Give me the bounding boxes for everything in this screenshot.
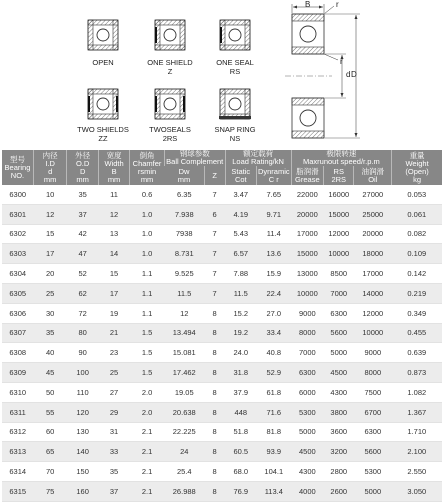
- cell-no: 6314: [2, 462, 33, 482]
- cell-z: 8: [204, 442, 225, 462]
- cell-cr: 15.9: [257, 264, 292, 284]
- cell-z: 8: [204, 402, 225, 422]
- cell-r: 1.5: [130, 363, 165, 383]
- cell-wt: 0.219: [392, 283, 442, 303]
- cell-d: 90: [67, 343, 98, 363]
- cell-z: 7: [204, 283, 225, 303]
- cell-r: 2.1: [130, 442, 165, 462]
- cell-cr: 11.4: [257, 224, 292, 244]
- cell-d: 30: [33, 303, 67, 323]
- cell-b: 33: [98, 442, 129, 462]
- cell-b: 27: [98, 382, 129, 402]
- cell-rs: 2600: [324, 481, 354, 501]
- cell-wt: 1.710: [392, 422, 442, 442]
- cell-wt: 0.053: [392, 185, 442, 204]
- header-oil: 油润滑 Oil: [354, 166, 392, 185]
- table-row: [2, 442, 442, 462]
- cell-rs: 10000: [324, 244, 354, 264]
- cell-cr: 33.4: [257, 323, 292, 343]
- cell-grease: 5000: [291, 422, 323, 442]
- cell-cr: 27.0: [257, 303, 292, 323]
- cell-r: 2.1: [130, 481, 165, 501]
- header-grease: 脂润滑 Grease: [291, 166, 323, 185]
- label-two-seals: TWOSEALS 2RS: [149, 125, 191, 143]
- cell-d: 25: [33, 283, 67, 303]
- cell-r: 1.5: [130, 323, 165, 343]
- cell-dw: 24: [164, 442, 204, 462]
- table-row: [2, 481, 442, 501]
- cell-cor: 6.57: [225, 244, 256, 264]
- header-max-speed: 极限转速 Maxrunout speed/r.p.m: [291, 150, 392, 166]
- cell-rs: 2800: [324, 462, 354, 482]
- header-dynamic: Dynramic C r: [257, 166, 290, 184]
- cell-wt: 0.061: [392, 204, 442, 224]
- table-row: [2, 343, 442, 363]
- cell-grease: 4500: [291, 442, 323, 462]
- cell-wt: 0.082: [392, 224, 442, 244]
- cell-dw: 9.525: [164, 264, 204, 284]
- cell-rs: 12000: [324, 224, 354, 244]
- cell-d: 42: [67, 224, 98, 244]
- cell-r: 1.1: [130, 264, 165, 284]
- cell-grease: 22000: [291, 185, 323, 204]
- cell-d: 100: [67, 363, 98, 383]
- cell-dw: 20.638: [164, 402, 204, 422]
- bearing-snap-ring-icon: [219, 89, 251, 119]
- cell-dw: 11.5: [164, 283, 204, 303]
- cell-cor: 37.9: [225, 382, 256, 402]
- cell-cr: 22.4: [257, 283, 292, 303]
- header-dw: Dw mm: [164, 166, 204, 185]
- cell-no: 6304: [2, 264, 33, 284]
- header-width: 宽度 Width B mm: [98, 150, 129, 185]
- spec-table-body: [2, 185, 442, 501]
- cell-cr: 104.1: [257, 462, 292, 482]
- cell-cr: 81.8: [257, 422, 292, 442]
- header-chamfer: 倒角 Chamfer rsmin mm: [130, 150, 165, 185]
- cell-wt: 0.639: [392, 343, 442, 363]
- cell-rs: 4500: [324, 363, 354, 383]
- cell-wt: 0.142: [392, 264, 442, 284]
- cell-grease: 5300: [291, 402, 323, 422]
- cell-b: 11: [98, 185, 129, 204]
- cell-rs: 4300: [324, 382, 354, 402]
- label-open: OPEN: [92, 58, 114, 67]
- table-row: [2, 224, 442, 244]
- cell-z: 7: [204, 244, 225, 264]
- cell-z: 6: [204, 204, 225, 224]
- cell-no: 6312: [2, 422, 33, 442]
- cell-z: 7: [204, 264, 225, 284]
- cell-b: 23: [98, 343, 129, 363]
- cell-d: 160: [67, 481, 98, 501]
- header-static: Static Cot: [225, 166, 256, 185]
- cell-no: 6305: [2, 283, 33, 303]
- cell-d: 65: [33, 442, 67, 462]
- cell-z: 8: [204, 323, 225, 343]
- cell-grease: 4300: [291, 462, 323, 482]
- cell-cor: 31.8: [225, 363, 256, 383]
- cell-d: 12: [33, 204, 67, 224]
- cell-rs: 5000: [324, 343, 354, 363]
- cell-d: 15: [33, 224, 67, 244]
- table-row: [2, 363, 442, 383]
- cell-dw: 22.225: [164, 422, 204, 442]
- cell-grease: 4000: [291, 481, 323, 501]
- cell-dw: 19.05: [164, 382, 204, 402]
- cell-b: 31: [98, 422, 129, 442]
- cell-no: 6302: [2, 224, 33, 244]
- header-z: Z: [204, 166, 225, 185]
- cell-d: 140: [67, 442, 98, 462]
- cell-cor: 19.2: [225, 323, 256, 343]
- cell-cor: 448: [225, 402, 256, 422]
- cell-oil: 10000: [354, 323, 392, 343]
- label-two-shields: TWO SHIELDS ZZ: [77, 125, 129, 143]
- cell-cor: 68.0: [225, 462, 256, 482]
- cell-r: 1.0: [130, 244, 165, 264]
- cell-wt: 0.873: [392, 363, 442, 383]
- cell-rs: 7000: [324, 283, 354, 303]
- cell-grease: 15000: [291, 244, 323, 264]
- cell-z: 8: [204, 303, 225, 323]
- bearing-one-shield-icon: [155, 20, 185, 50]
- cell-b: 21: [98, 323, 129, 343]
- cell-d: 47: [67, 244, 98, 264]
- cell-oil: 9000: [354, 343, 392, 363]
- cell-cor: 3.47: [225, 185, 256, 204]
- cell-cor: 7.88: [225, 264, 256, 284]
- cell-d: 10: [33, 185, 67, 204]
- bearing-two-shields-icon: [88, 89, 118, 119]
- cell-z: 8: [204, 382, 225, 402]
- dim-B-label: B: [305, 0, 311, 9]
- cell-dw: 13.494: [164, 323, 204, 343]
- cell-d: 37: [67, 204, 98, 224]
- cell-r: 1.0: [130, 224, 165, 244]
- cell-oil: 5000: [354, 481, 392, 501]
- cell-d: 40: [33, 343, 67, 363]
- cell-no: 6315: [2, 481, 33, 501]
- table-row: [2, 204, 442, 224]
- cell-wt: 3.050: [392, 481, 442, 501]
- cell-d: 17: [33, 244, 67, 264]
- cell-wt: 1.367: [392, 402, 442, 422]
- cell-rs: 3600: [324, 422, 354, 442]
- cell-cr: 7.65: [257, 185, 292, 204]
- cell-cr: 113.4: [257, 481, 292, 501]
- cell-grease: 7000: [291, 343, 323, 363]
- cell-r: 2.1: [130, 462, 165, 482]
- cell-no: 6309: [2, 363, 33, 383]
- cell-z: 8: [204, 462, 225, 482]
- table-row: [2, 382, 442, 402]
- cell-z: 8: [204, 343, 225, 363]
- header-weight: 重量 Weight (Open) kg: [392, 150, 442, 185]
- cell-wt: 2.100: [392, 442, 442, 462]
- cell-z: 8: [204, 363, 225, 383]
- table-row: [2, 323, 442, 343]
- cell-d: 72: [67, 303, 98, 323]
- bearing-two-seals-icon: [155, 89, 185, 119]
- cell-wt: 2.550: [392, 462, 442, 482]
- cell-cr: 40.8: [257, 343, 292, 363]
- cell-d: 120: [67, 402, 98, 422]
- cell-grease: 6000: [291, 382, 323, 402]
- cell-r: 0.6: [130, 185, 165, 204]
- bearing-one-seal-icon: [220, 20, 250, 50]
- cell-dw: 15.081: [164, 343, 204, 363]
- cell-r: 1.5: [130, 343, 165, 363]
- cell-cor: 76.9: [225, 481, 256, 501]
- cell-rs: 5600: [324, 323, 354, 343]
- cell-dw: 7.938: [164, 204, 204, 224]
- cell-b: 35: [98, 462, 129, 482]
- cell-oil: 20000: [354, 224, 392, 244]
- cell-grease: 20000: [291, 204, 323, 224]
- cell-oil: 12000: [354, 303, 392, 323]
- cell-cr: 71.6: [257, 402, 292, 422]
- header-bearing-no: 型号 Bearing NO.: [2, 150, 33, 185]
- cell-grease: 17000: [291, 224, 323, 244]
- cell-d: 80: [67, 323, 98, 343]
- cell-r: 2.1: [130, 422, 165, 442]
- cell-d: 45: [33, 363, 67, 383]
- cell-oil: 14000: [354, 283, 392, 303]
- header-outer-diameter: 外径 O.D D mm: [67, 150, 98, 185]
- cell-no: 6313: [2, 442, 33, 462]
- cell-b: 29: [98, 402, 129, 422]
- cell-d: 130: [67, 422, 98, 442]
- cell-d: 55: [33, 402, 67, 422]
- cell-no: 6306: [2, 303, 33, 323]
- cell-dw: 26.988: [164, 481, 204, 501]
- table-row: [2, 303, 442, 323]
- dim-r-side-label: r: [340, 57, 343, 66]
- cell-cor: 11.5: [225, 283, 256, 303]
- cell-grease: 6300: [291, 363, 323, 383]
- cell-d: 150: [67, 462, 98, 482]
- cell-oil: 25000: [354, 204, 392, 224]
- table-row: [2, 402, 442, 422]
- cell-no: 6307: [2, 323, 33, 343]
- cell-rs: 15000: [324, 204, 354, 224]
- cell-grease: 9000: [291, 303, 323, 323]
- cell-r: 2.0: [130, 402, 165, 422]
- cell-r: 2.0: [130, 382, 165, 402]
- cell-wt: 1.082: [392, 382, 442, 402]
- cell-dw: 12: [164, 303, 204, 323]
- cell-b: 13: [98, 224, 129, 244]
- dim-D-label: D: [351, 70, 357, 79]
- cell-cr: 13.6: [257, 244, 292, 264]
- dim-r-top-label: r: [336, 0, 339, 9]
- cell-d: 110: [67, 382, 98, 402]
- cell-b: 19: [98, 303, 129, 323]
- cell-d: 60: [33, 422, 67, 442]
- cell-no: 6311: [2, 402, 33, 422]
- label-one-shield: ONE SHIELD Z: [147, 58, 193, 76]
- cell-wt: 0.109: [392, 244, 442, 264]
- cell-b: 14: [98, 244, 129, 264]
- cell-grease: 10000: [291, 283, 323, 303]
- cell-oil: 27000: [354, 185, 392, 204]
- cell-z: 7: [204, 185, 225, 204]
- cell-dw: 8.731: [164, 244, 204, 264]
- cell-no: 6301: [2, 204, 33, 224]
- cell-cor: 51.8: [225, 422, 256, 442]
- cell-b: 12: [98, 204, 129, 224]
- cell-wt: 0.349: [392, 303, 442, 323]
- cell-wt: 0.455: [392, 323, 442, 343]
- table-row: [2, 422, 442, 442]
- dim-d-label: d: [346, 70, 351, 79]
- cell-d: 20: [33, 264, 67, 284]
- cell-no: 6303: [2, 244, 33, 264]
- cell-oil: 5300: [354, 462, 392, 482]
- cell-d: 35: [67, 185, 98, 204]
- cell-oil: 6700: [354, 402, 392, 422]
- cell-grease: 13000: [291, 264, 323, 284]
- bearing-diagrams: [0, 0, 444, 148]
- cell-rs: 8500: [324, 264, 354, 284]
- cell-b: 25: [98, 363, 129, 383]
- cell-d: 52: [67, 264, 98, 284]
- cell-cr: 61.8: [257, 382, 292, 402]
- cell-d: 70: [33, 462, 67, 482]
- cell-dw: 17.462: [164, 363, 204, 383]
- cell-d: 35: [33, 323, 67, 343]
- cell-cor: 24.0: [225, 343, 256, 363]
- cell-cr: 52.9: [257, 363, 292, 383]
- cell-b: 17: [98, 283, 129, 303]
- cell-no: 6300: [2, 185, 33, 204]
- cell-z: 8: [204, 481, 225, 501]
- cell-z: 8: [204, 422, 225, 442]
- cell-rs: 3200: [324, 442, 354, 462]
- label-snap-ring: SNAP RING NS: [214, 125, 256, 143]
- bearing-section-drawing: [280, 0, 400, 148]
- cell-rs: 3800: [324, 402, 354, 422]
- bearing-spec-table: [2, 150, 442, 502]
- cell-cor: 15.2: [225, 303, 256, 323]
- cell-oil: 17000: [354, 264, 392, 284]
- table-row: [2, 244, 442, 264]
- bearing-open-icon: [88, 20, 118, 50]
- cell-rs: 6300: [324, 303, 354, 323]
- header-ball-complement: 钢球参数 Ball Complement: [166, 149, 224, 166]
- header-inner-diameter: 内径 I.D d mm: [33, 150, 67, 185]
- cell-cor: 4.19: [225, 204, 256, 224]
- cell-d: 62: [67, 283, 98, 303]
- table-row: [2, 462, 442, 482]
- table-row: [2, 264, 442, 284]
- cell-cor: 60.5: [225, 442, 256, 462]
- cell-oil: 8000: [354, 363, 392, 383]
- cell-d: 75: [33, 481, 67, 501]
- cell-grease: 8000: [291, 323, 323, 343]
- cell-b: 15: [98, 264, 129, 284]
- cell-r: 1.1: [130, 303, 165, 323]
- cell-z: 7: [204, 224, 225, 244]
- cell-d: 50: [33, 382, 67, 402]
- cell-cor: 5.43: [225, 224, 256, 244]
- cell-oil: 5600: [354, 442, 392, 462]
- header-load-rating: 额定载荷 Load Rating/kN: [225, 150, 291, 166]
- cell-no: 6308: [2, 343, 33, 363]
- cell-b: 37: [98, 481, 129, 501]
- cell-dw: 6.35: [164, 185, 204, 204]
- cell-rs: 16000: [324, 185, 354, 204]
- cell-cr: 9.71: [257, 204, 292, 224]
- cell-r: 1.0: [130, 204, 165, 224]
- cell-dw: 7938: [164, 224, 204, 244]
- cell-oil: 18000: [354, 244, 392, 264]
- cell-oil: 6300: [354, 422, 392, 442]
- table-row: [2, 283, 442, 303]
- label-one-seal: ONE SEAL RS: [216, 58, 254, 76]
- cell-dw: 25.4: [164, 462, 204, 482]
- header-rs: RS 2RS: [324, 166, 354, 185]
- cell-r: 1.1: [130, 283, 165, 303]
- cell-cr: 93.9: [257, 442, 292, 462]
- cell-no: 6310: [2, 382, 33, 402]
- table-row: [2, 185, 442, 204]
- cell-oil: 7500: [354, 382, 392, 402]
